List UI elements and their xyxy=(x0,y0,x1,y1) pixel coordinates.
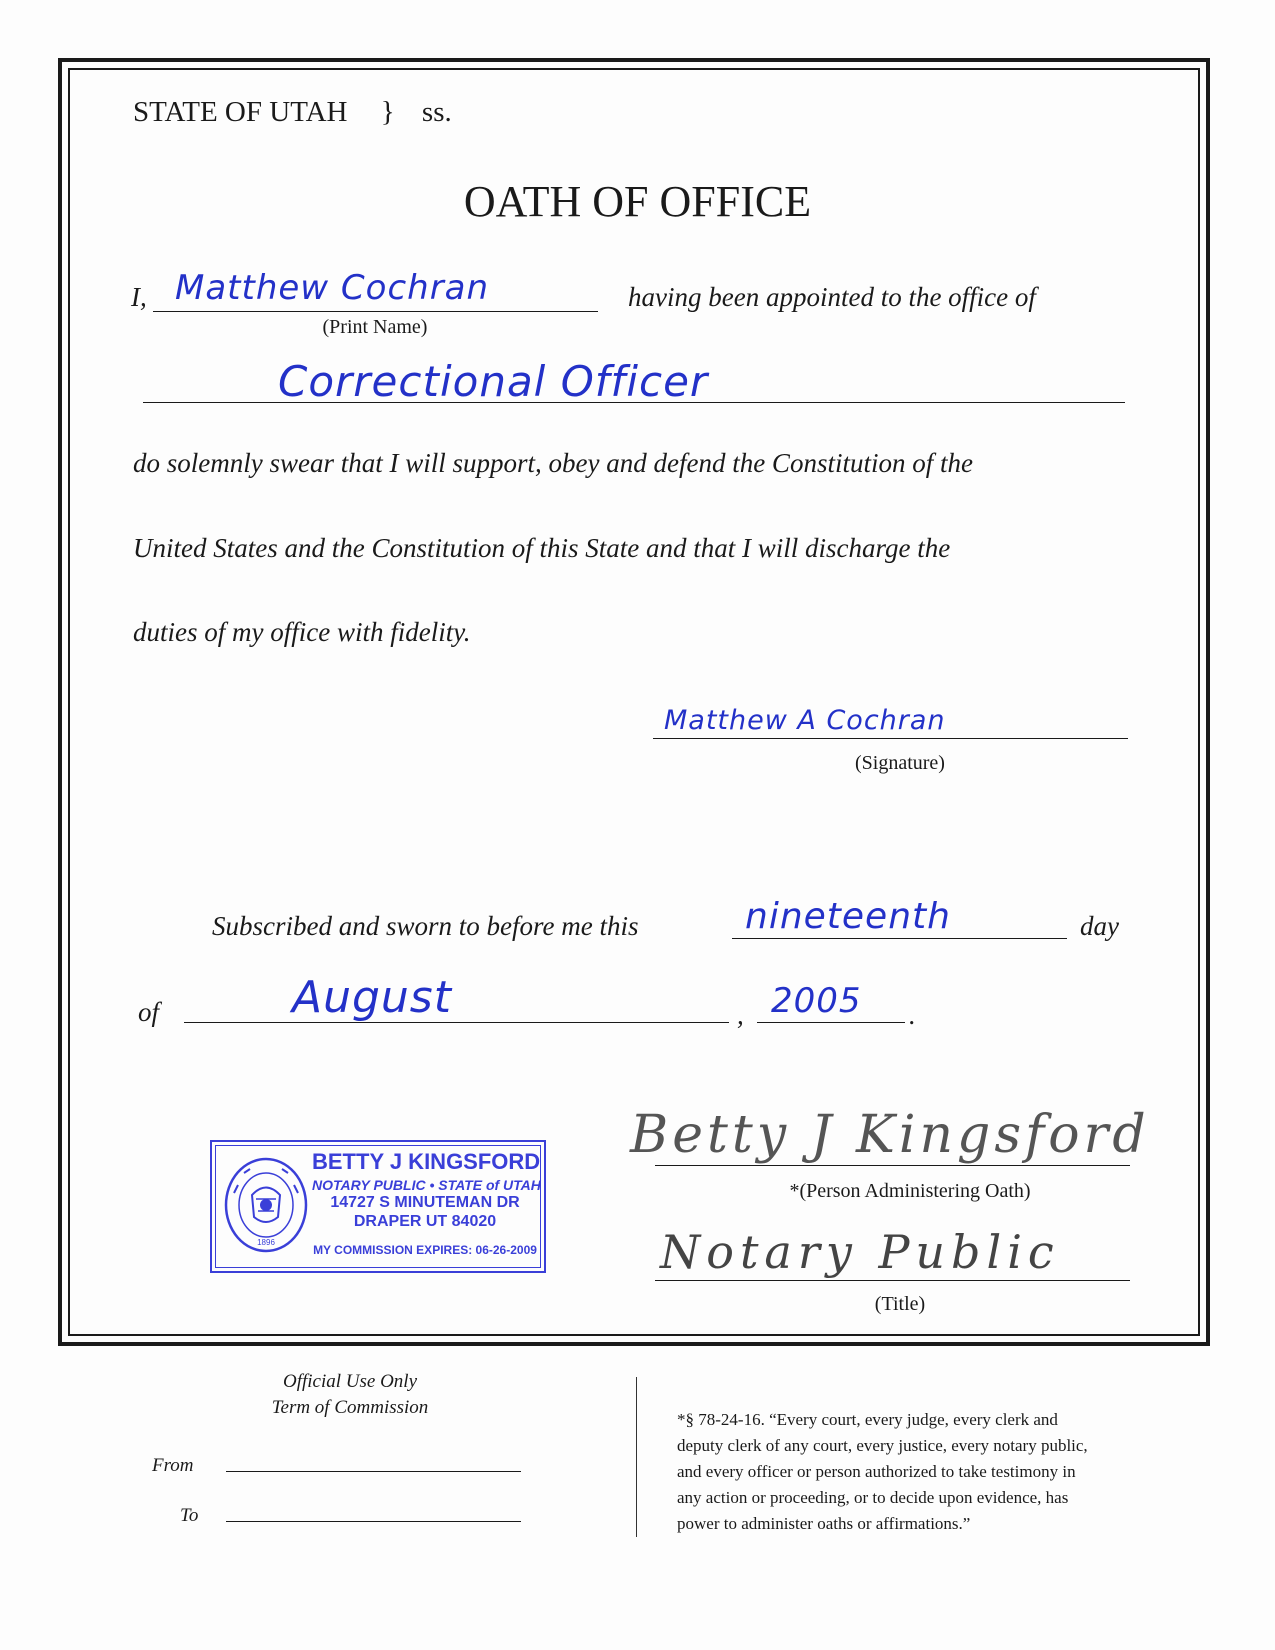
day-handwriting: nineteenth xyxy=(745,896,951,937)
footnote-line-1: *§ 78-24-16. “Every court, every judge, every clerk and xyxy=(677,1410,1058,1429)
oath-text-line-3: duties of my office with fidelity. xyxy=(133,617,471,647)
venue-header xyxy=(133,96,452,129)
day-label: day xyxy=(1080,911,1119,941)
of-label: of xyxy=(138,997,160,1027)
stamp-expires: MY COMMISSION EXPIRES: 06-26-2009 xyxy=(313,1243,537,1257)
footnote-line-3: and every officer or person authorized to take testimony in xyxy=(677,1462,1076,1481)
print-name-caption: (Print Name) xyxy=(322,316,428,338)
year-period: . xyxy=(909,1000,916,1030)
oath-text-line-2: United States and the Constitution of this State and that I will discharge the xyxy=(133,533,951,563)
name-line xyxy=(153,311,598,312)
notary-stamp xyxy=(210,1140,546,1273)
footnote-line-2: deputy clerk of any court, every justice, every notary public, xyxy=(677,1436,1088,1455)
state-seal-icon xyxy=(222,1155,310,1255)
stamp-line-1: NOTARY PUBLIC • STATE of UTAH xyxy=(312,1177,541,1193)
sworn-text: Subscribed and sworn to before me this xyxy=(212,911,639,941)
page-title: OATH OF OFFICE xyxy=(463,177,812,226)
title-handwriting: Notary Public xyxy=(660,1225,1060,1279)
day-line xyxy=(732,938,1067,939)
stamp-line-3: DRAPER UT 84020 xyxy=(353,1213,497,1230)
footnote-line-5: power to administer oaths or affirmations.” xyxy=(677,1514,971,1533)
year-handwriting: 2005 xyxy=(771,981,862,1021)
official-use-heading: Official Use Only xyxy=(282,1371,418,1392)
administrator-caption: *(Person Administering Oath) xyxy=(789,1180,1031,1202)
seal-year: 1896 xyxy=(257,1238,275,1247)
to-label: To xyxy=(180,1505,199,1526)
stamp-name: BETTY J KINGSFORD xyxy=(312,1149,541,1174)
year-line xyxy=(757,1022,905,1023)
month-handwriting: August xyxy=(292,972,452,1023)
term-of-commission-heading: Term of Commission xyxy=(271,1397,429,1418)
month-line xyxy=(184,1022,729,1023)
signature-caption: (Signature) xyxy=(855,752,945,774)
state-label: STATE OF UTAH xyxy=(133,96,348,128)
oath-text-line-1: do solemnly swear that I will support, obey and defend the Constitution of the xyxy=(133,448,973,478)
office-handwriting: Correctional Officer xyxy=(278,357,709,406)
brace-glyph: } xyxy=(380,96,395,128)
title-line xyxy=(655,1280,1130,1281)
month-comma: , xyxy=(737,1000,744,1030)
administrator-signature: Betty J Kingsford xyxy=(630,1105,1150,1165)
from-label: From xyxy=(152,1455,194,1476)
to-line[interactable] xyxy=(226,1521,521,1522)
appointed-text: having been appointed to the office of xyxy=(628,282,1036,312)
administrator-line xyxy=(655,1165,1130,1166)
footer-divider xyxy=(636,1377,637,1537)
oath-taker-signature: Matthew A Cochran xyxy=(664,705,946,736)
oath-prefix: I, xyxy=(131,282,147,312)
ss-label: ss. xyxy=(421,96,452,128)
stamp-line-2: 14727 S MINUTEMAN DR xyxy=(330,1194,520,1211)
signature-line xyxy=(653,738,1128,739)
printed-name-handwriting: Matthew Cochran xyxy=(175,268,490,308)
statute-footnote xyxy=(677,1407,1088,1537)
footnote-line-4: any action or proceeding, or to decide upon evidence, has xyxy=(677,1488,1069,1507)
title-caption: (Title) xyxy=(874,1293,926,1315)
from-line[interactable] xyxy=(226,1471,521,1472)
